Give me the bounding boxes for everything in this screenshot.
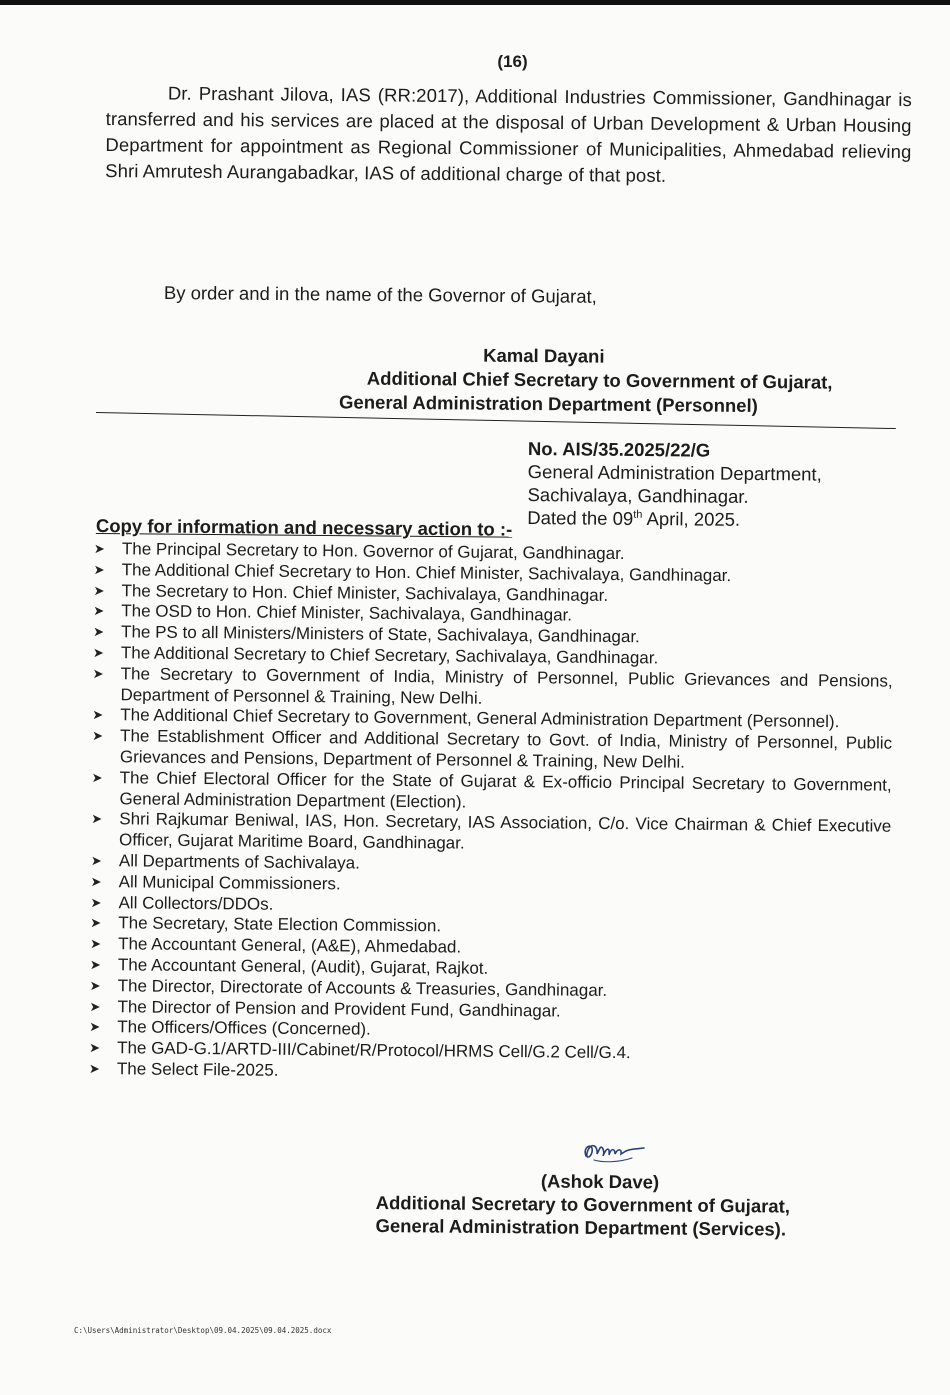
arrowhead-bullet-icon: ➤	[89, 998, 101, 1014]
recipient-list	[89, 539, 894, 1087]
reference-location: Sachivalaya, Gandhinagar.	[527, 483, 749, 507]
reference-number: No. AIS/35.2025/22/G	[527, 437, 711, 461]
recipient-text: The Director of Pension and Provident Fund, Gandhinagar.	[117, 996, 561, 1021]
recipient-text: The Accountant General, (A&E), Ahmedabad.	[118, 934, 462, 957]
reference-office: General Administration Department,	[527, 460, 822, 485]
recipient-text: Shri Rajkumar Beniwal, IAS, Hon. Secretary, IAS Association, C/o. Vice Chairman & Chief Executive Officer, Gujarat Maritime Board, Gandhinagar.	[119, 809, 892, 853]
recipient-text: The Additional Secretary to Chief Secretary, Sachivalaya, Gandhinagar.	[120, 643, 659, 668]
recipient-text: The GAD-G.1/ARTD-III/Cabinet/R/Protocol/HRMS Cell/G.2 Cell/G.4.	[117, 1038, 631, 1063]
recipient-text: The Principal Secretary to Hon. Governor of Gujarat, Gandhinagar.	[121, 539, 625, 564]
arrowhead-bullet-icon: ➤	[89, 956, 101, 973]
signatory-block-personnel	[299, 342, 900, 419]
page-number: (16)	[497, 52, 528, 71]
recipient-text: The Secretary, State Election Commission.	[118, 913, 442, 936]
arrowhead-bullet-icon: ➤	[93, 603, 105, 619]
recipient-text: The PS to all Ministers/Ministers of State, Sachivalaya, Gandhinagar.	[121, 622, 640, 647]
signatory-designation: Additional Chief Secretary to Government of Gujarat,	[366, 367, 833, 393]
recipient-text: The Secretary to Government of India, Ministry of Personnel, Public Grievances and Pensions, Department of Personnel & Training, New Delhi.	[120, 664, 893, 708]
arrowhead-bullet-icon: ➤	[90, 852, 102, 869]
transfer-paragraph-text: Dr. Prashant Jilova, IAS (RR:2017), Additional Industries Commissioner, Gandhinagar is transferred and his services are placed at the disposal of Urban Development & Urban Housing Department for appointment as Regional Commissioner of Municipalities, Ahmedabad relieving Shri Amrutesh Aurangabadkar, IAS of additional charge of that post.	[105, 82, 912, 186]
arrowhead-bullet-icon: ➤	[92, 728, 104, 744]
recipient-text: The Accountant General, (Audit), Gujarat, Rajkot.	[117, 955, 489, 978]
signatory2-designation: Additional Secretary to Government of Gujarat,	[375, 1191, 791, 1217]
arrowhead-bullet-icon: ➤	[93, 582, 105, 598]
arrowhead-bullet-icon: ➤	[91, 811, 103, 827]
date-prefix: Dated the 09	[527, 506, 634, 529]
signatory-department: General Administration Department (Personnel)	[339, 391, 758, 416]
recipient-text: The Director, Directorate of Accounts & Treasuries, Gandhinagar.	[117, 975, 608, 1000]
arrowhead-bullet-icon: ➤	[89, 1019, 101, 1035]
recipient-text: The Additional Chief Secretary to Government, General Administration Department (Personnel).	[120, 705, 840, 732]
arrowhead-bullet-icon: ➤	[93, 540, 105, 557]
signatory-name: Kamal Dayani	[483, 344, 605, 367]
arrowhead-bullet-icon: ➤	[89, 977, 101, 993]
arrowhead-bullet-icon: ➤	[92, 707, 104, 723]
arrowhead-bullet-icon: ➤	[93, 624, 105, 640]
arrowhead-bullet-icon: ➤	[93, 561, 105, 577]
transfer-paragraph	[105, 80, 912, 191]
handwritten-signature-icon	[580, 1136, 650, 1168]
arrowhead-bullet-icon: ➤	[90, 894, 102, 910]
arrowhead-bullet-icon: ➤	[90, 873, 102, 889]
signatory2-name: (Ashok Dave)	[540, 1170, 660, 1193]
recipient-text: The Select File-2025.	[116, 1059, 279, 1080]
recipient-text: The Officers/Offices (Concerned).	[117, 1017, 371, 1040]
recipient-text: All Departments of Sachivalaya.	[118, 851, 360, 873]
copy-heading: Copy for information and necessary action to :-	[95, 515, 513, 540]
recipient-text: The OSD to Hon. Chief Minister, Sachivalaya, Gandhinagar.	[121, 601, 573, 625]
arrowhead-bullet-icon: ➤	[92, 665, 104, 681]
signatory2-department: General Administration Department (Services).	[375, 1214, 787, 1240]
date-suffix: April, 2025.	[642, 508, 741, 530]
arrowhead-bullet-icon: ➤	[89, 1040, 101, 1056]
paragraph-indent	[106, 99, 168, 100]
signatory-block-services	[375, 1168, 790, 1241]
recipient-text: The Additional Chief Secretary to Hon. Chief Minister, Sachivalaya, Gandhinagar.	[121, 560, 732, 585]
reference-block	[527, 437, 822, 532]
reference-date	[527, 506, 821, 532]
arrowhead-bullet-icon: ➤	[90, 915, 102, 931]
recipient-text: All Municipal Commissioners.	[118, 872, 341, 894]
recipient-text: The Establishment Officer and Additional Secretary to Govt. of India, Ministry of Personnel, Public Grievances and Pensions, Department of Personnel & Training, New Delhi.	[119, 726, 893, 772]
arrowhead-bullet-icon: ➤	[88, 1060, 100, 1077]
arrowhead-bullet-icon: ➤	[92, 644, 104, 661]
date-ordinal: th	[633, 508, 643, 521]
arrowhead-bullet-icon: ➤	[90, 936, 102, 952]
recipient-text: The Secretary to Hon. Chief Minister, Sachivalaya, Gandhinagar.	[121, 580, 609, 605]
order-line: By order and in the name of the Governor of Gujarat,	[163, 282, 597, 307]
arrowhead-bullet-icon: ➤	[91, 769, 103, 785]
recipient-text: The Chief Electoral Officer for the State of Gujarat & Ex-officio Principal Secretary to Government, General Administration Department (Election).	[119, 768, 892, 812]
file-path-footer: C:\Users\Administrator\Desktop\09.04.2025\09.04.2025.docx	[74, 1326, 332, 1335]
recipient-text: All Collectors/DDOs.	[118, 892, 274, 914]
